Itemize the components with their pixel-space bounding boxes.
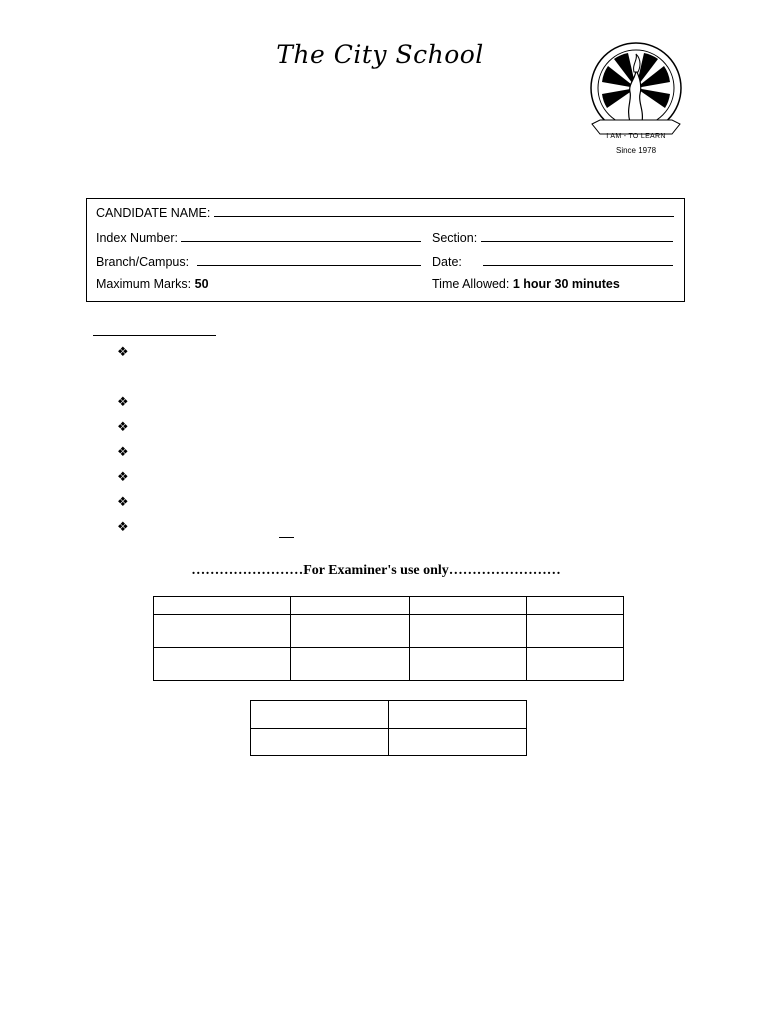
instruction-bullet-3: ❖ xyxy=(117,420,129,435)
table-row xyxy=(251,729,527,756)
date-label: Date: xyxy=(432,255,462,269)
branch-row xyxy=(96,253,421,269)
index-number-field[interactable] xyxy=(181,229,421,242)
table-cell xyxy=(389,729,527,756)
max-marks-label: Maximum Marks: xyxy=(96,277,192,291)
index-number-label: Index Number: xyxy=(96,231,178,245)
section-field[interactable] xyxy=(481,229,673,242)
instructions-heading-underline xyxy=(93,335,216,336)
examiner-total-table xyxy=(250,700,527,756)
table-cell xyxy=(410,648,527,681)
instruction-bullet-5: ❖ xyxy=(117,470,129,485)
table-cell xyxy=(291,648,410,681)
instruction-bullet-6: ❖ xyxy=(117,495,129,510)
max-marks-row xyxy=(96,277,209,291)
date-row xyxy=(432,253,673,269)
school-crest-logo xyxy=(586,42,686,162)
max-marks-value: 50 xyxy=(194,277,209,291)
logo-motto: I AM - TO LEARN xyxy=(606,133,666,140)
table-cell xyxy=(251,701,389,729)
candidate-name-label: CANDIDATE NAME: xyxy=(96,206,211,220)
table-row xyxy=(154,648,624,681)
time-allowed-label: Time Allowed: xyxy=(432,277,510,291)
table-cell xyxy=(291,615,410,648)
section-label: Section: xyxy=(432,231,478,245)
examiner-marks-table xyxy=(153,596,624,681)
table-cell xyxy=(527,615,624,648)
table-cell xyxy=(389,701,527,729)
instruction-bullet-1: ❖ xyxy=(117,345,129,360)
time-allowed-value: 1 hour 30 minutes xyxy=(512,277,620,291)
section-row xyxy=(432,229,673,245)
table-cell xyxy=(410,597,527,615)
table-cell xyxy=(291,597,410,615)
table-row xyxy=(154,615,624,648)
branch-field[interactable] xyxy=(197,253,421,266)
table-cell xyxy=(154,597,291,615)
table-cell xyxy=(251,729,389,756)
candidate-name-row xyxy=(96,204,674,220)
instruction-bullet-2: ❖ xyxy=(117,395,129,410)
branch-label: Branch/Campus: xyxy=(96,255,190,269)
candidate-name-field[interactable] xyxy=(214,204,674,217)
table-row xyxy=(154,597,624,615)
date-field[interactable] xyxy=(483,253,673,266)
table-cell xyxy=(410,615,527,648)
school-name: The City School xyxy=(276,40,484,69)
examiner-use-title: ……………………For Examiner's use only…………………… xyxy=(191,563,561,578)
table-row xyxy=(251,701,527,729)
table-cell xyxy=(527,648,624,681)
logo-since: Since 1978 xyxy=(615,146,657,155)
table-cell xyxy=(154,648,291,681)
table-cell xyxy=(527,597,624,615)
instruction-bullet-7: ❖ xyxy=(117,520,129,535)
time-allowed-row xyxy=(432,277,620,291)
index-number-row xyxy=(96,229,421,245)
candidate-info-box xyxy=(86,198,685,302)
table-cell xyxy=(154,615,291,648)
instruction-bullet-4: ❖ xyxy=(117,445,129,460)
instruction-dash xyxy=(279,537,294,538)
